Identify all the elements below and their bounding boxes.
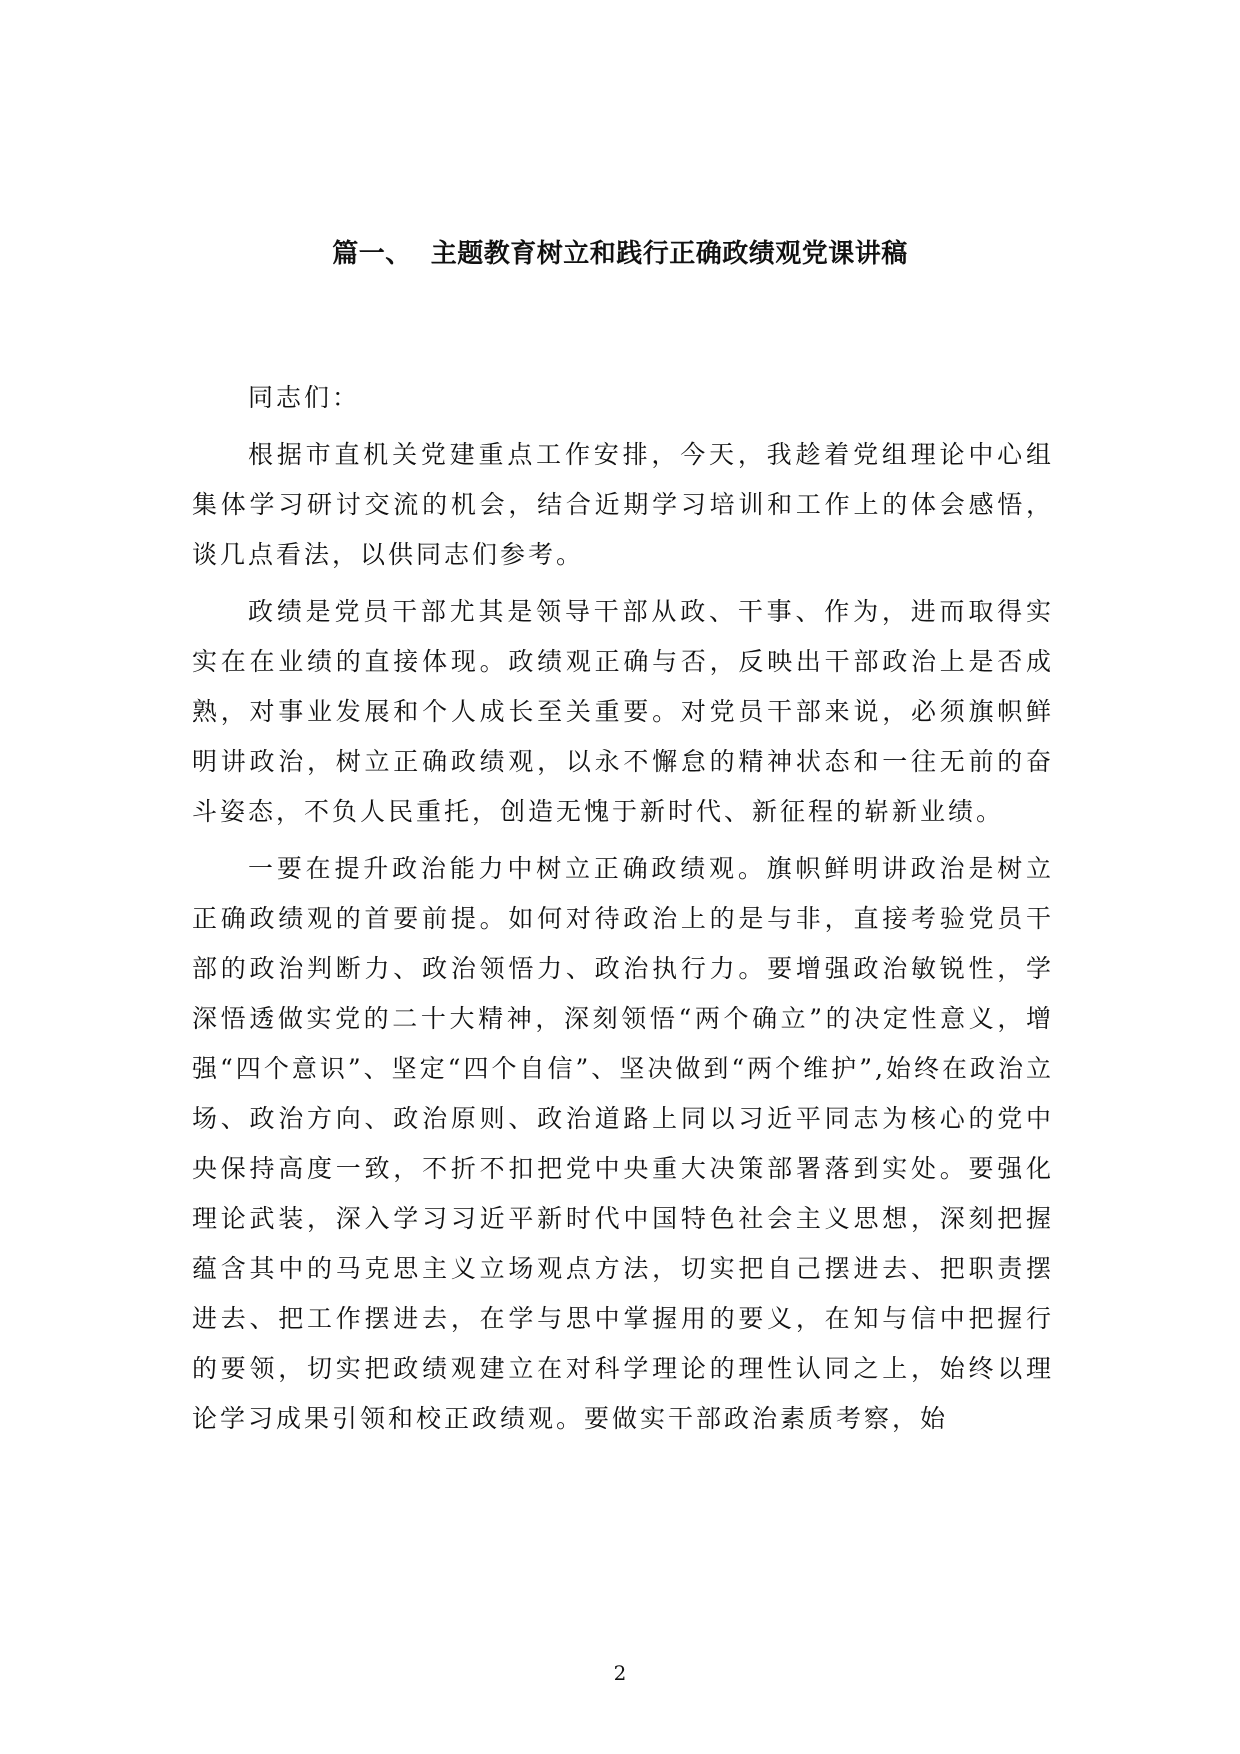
salutation-paragraph: 同志们： (248, 383, 361, 412)
page-number: 2 (613, 1661, 627, 1685)
body-paragraph: 根据市直机关党建重点工作安排，今天，我趁着党组理论中心组集体学习研讨交流的机会，结合近期学习培训和工作上的体会感悟，谈几点看法，以供同志们参考。 (192, 440, 1054, 569)
body-paragraph: 一要在提升政治能力中树立正确政绩观。旗帜鲜明讲政治是树立正确政绩观的首要前提。如何对待政治上的是与非，直接考验党员干部的政治判断力、政治领悟力、政治执行力。要增强政治敏锐性，学深悟透做实党的二十大精神，深刻领悟“两个确立”的决定性意义，增强“四个意识”、坚定“四个自信”、坚决做到“两个维护”,始终在政治立场、政治方向、政治原则、政治道路上同以习近平同志为核心的党中央保持高度一致，不折不扣把党中央重大决策部署落到实处。要强化理论武装，深入学习习近平新时代中国特色社会主义思想，深刻把握蕴含其中的马克思主义立场观点方法，切实把自己摆进去、把职责摆进去、把工作摆进去，在学与思中掌握用的要义，在知与信中把握行的要领，切实把政绩观建立在对科学理论的理性认同之上，始终以理论学习成果引领和校正政绩观。要做实干部政治素质考察，始 (192, 854, 1054, 1433)
document-body (192, 373, 1054, 1444)
body-paragraph: 政绩是党员干部尤其是领导干部从政、干事、作为，进而取得实实在在业绩的直接体现。政绩观正确与否，反映出干部政治上是否成熟，对事业发展和个人成长至关重要。对党员干部来说，必须旗帜鲜明讲政治，树立正确政绩观，以永不懈怠的精神状态和一往无前的奋斗姿态，不负人民重托，创造无愧于新时代、新征程的崭新业绩。 (192, 597, 1054, 826)
page-title: 篇一、 主题教育树立和践行正确政绩观党课讲稿 (332, 239, 908, 269)
